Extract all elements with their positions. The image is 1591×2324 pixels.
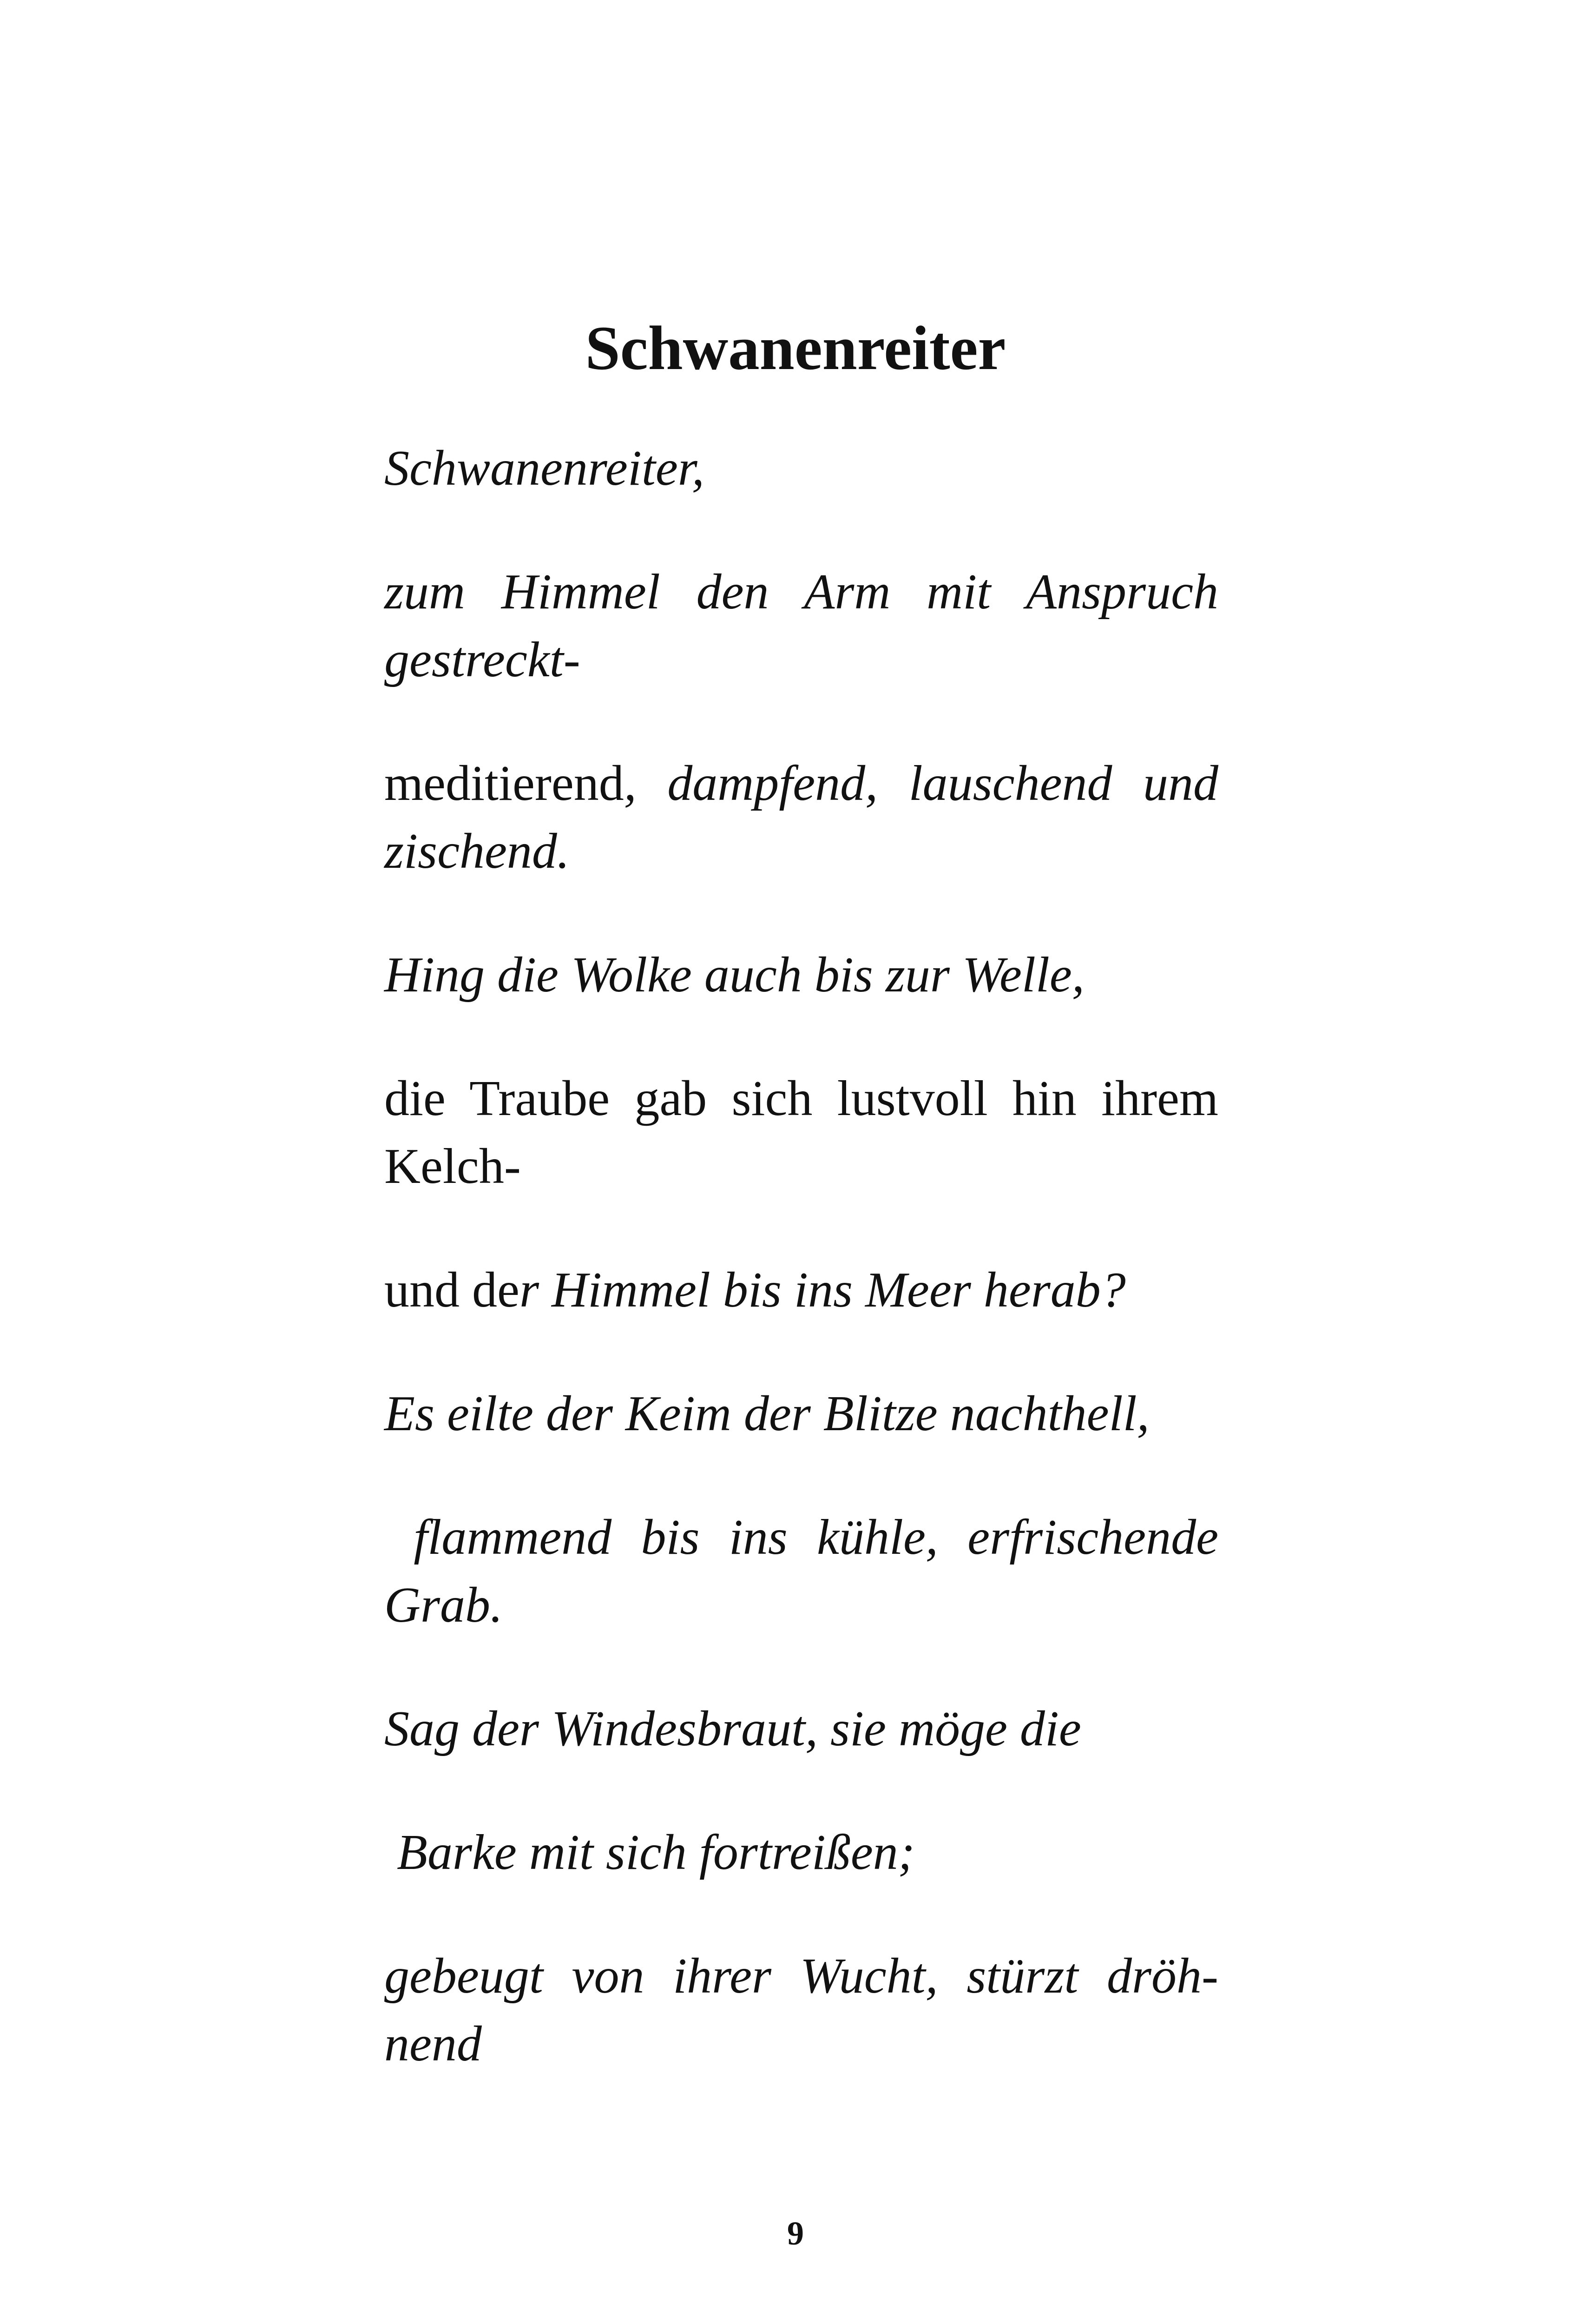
line-text: flammend bis ins kühle, erfrischende Grab. [384,1510,1231,1633]
line-text: r Himmel bis ins Meer herab? [519,1262,1126,1318]
line-text-upright: meditierend [384,756,624,811]
line-text: Hing die Wolke auch bis zur Welle, [384,947,1085,1003]
poem-line-3 [384,750,1218,885]
poem-line-5 [384,1065,1218,1201]
line-text: Barke mit sich fortreißen; [384,1825,915,1880]
page-number: 9 [787,2215,804,2252]
line-text: Schwanenreiter, [384,441,704,496]
poem-line-2 [384,558,1218,694]
poem-line-7 [384,1380,1218,1448]
poem-line-1 [384,435,1218,502]
poem-line-6 [384,1256,1218,1324]
line-text-upright: die Traube gab sich lustvoll hin ihrem Kelch- [384,1071,1218,1194]
line-text: Sag der Windesbraut, sie möge die [384,1701,1081,1756]
poem-line-10 [384,1819,1218,1887]
line-text-upright: und de [384,1262,519,1318]
line-text: Es eilte der Keim der Blitze nachthell, [384,1386,1150,1441]
poem-line-4 [384,941,1218,1009]
line-text: gebeugt von ihrer Wucht, stürzt dröh-nend [384,1948,1218,2072]
poem-line-11 [384,1942,1218,2078]
poem-title: Schwanenreiter [585,314,1006,383]
poem-line-9 [384,1695,1218,1763]
poem-line-8 [384,1504,1231,1639]
poem-body [384,435,1231,2134]
line-text: , dampfend, lauschend und zischend. [384,756,1218,879]
line-text: zum Himmel den Arm mit Anspruch gestreckt- [384,564,1218,687]
